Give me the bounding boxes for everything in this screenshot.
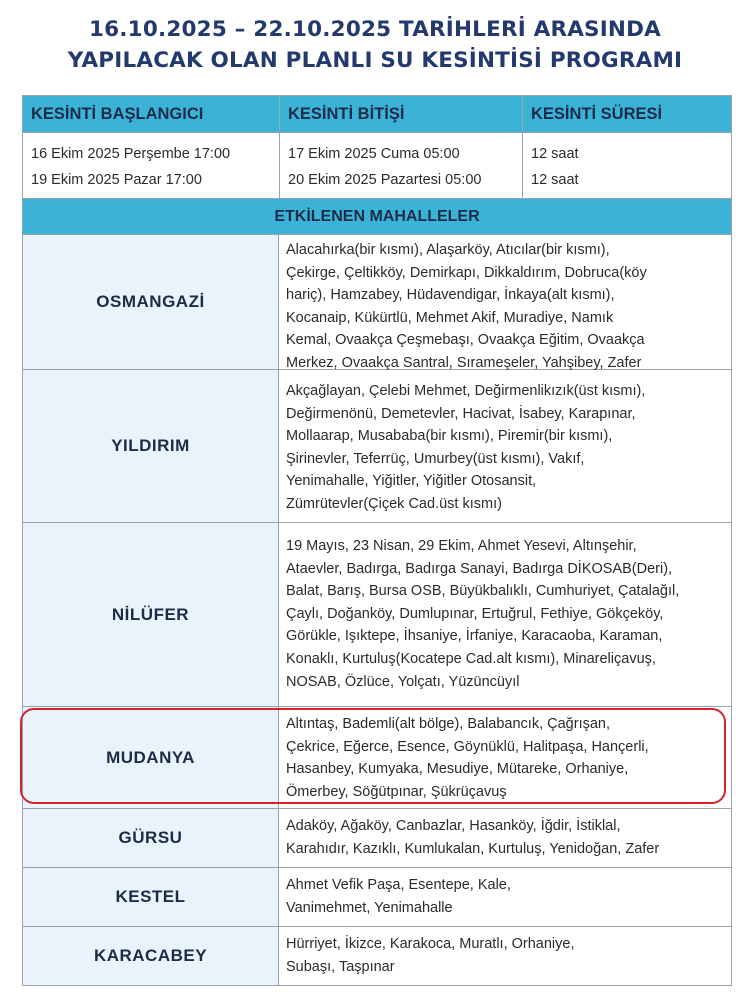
neighborhood-list — [279, 927, 731, 985]
header-start: KESİNTİ BAŞLANGICI — [23, 96, 280, 132]
neighborhood-line: Konaklı, Kurtuluş(Kocatepe Cad.alt kısmı), Minareliçavuş, — [286, 650, 656, 667]
neighborhood-line: Değirmenönü, Demetevler, Hacivat, İsabey, Karapınar, — [286, 405, 636, 422]
neighborhood-line: Hürriyet, İkizce, Karakoca, Muratlı, Orhaniye, — [286, 936, 575, 952]
title-line-2: YAPILACAK OLAN PLANLI SU KESİNTİSİ PROGRAMI — [67, 48, 683, 73]
header-end: KESİNTİ BİTİŞİ — [280, 96, 523, 132]
end-date: 20 Ekim 2025 Pazartesi 05:00 — [288, 172, 482, 188]
schedule-dates-row — [22, 133, 732, 199]
neighborhood-line: hariç), Hamzabey, Hüdavendigar, İnkaya(alt kısmı), — [286, 287, 615, 304]
start-date: 16 Ekim 2025 Perşembe 17:00 — [31, 146, 231, 162]
neighborhood-line: Mollaarap, Musababa(bir kısmı), Piremir(bir kısmı), — [286, 428, 613, 445]
neighborhood-line: Hasanbey, Kumyaka, Mesudiye, Mütareke, Orhaniye, — [286, 761, 629, 778]
neighborhood-list — [279, 868, 731, 926]
neighborhood-list — [279, 523, 731, 706]
district-name: YILDIRIM — [23, 370, 279, 522]
outage-table — [22, 95, 732, 986]
neighborhood-line: Çekrice, Eğerce, Esence, Göynüklü, Halitpaşa, Hançerli, — [286, 738, 649, 755]
district-name: GÜRSU — [23, 809, 279, 867]
end-date: 17 Ekim 2025 Cuma 05:00 — [288, 146, 460, 162]
district-row-yildirim — [22, 370, 732, 523]
neighborhood-line: Alacahırka(bir kısmı), Alaşarköy, Atıcılar(bir kısmı), — [286, 242, 610, 258]
district-name: KARACABEY — [23, 927, 279, 985]
district-row-mudanya — [22, 707, 732, 809]
neighborhood-line: Vanimehmet, Yenimahalle — [286, 899, 453, 916]
neighborhood-list — [279, 707, 731, 808]
start-dates — [23, 133, 280, 198]
neighborhood-line: Ahmet Vefik Paşa, Esentepe, Kale, — [286, 877, 511, 893]
district-name: MUDANYA — [23, 707, 279, 808]
district-row-karacabey — [22, 927, 732, 986]
neighborhood-line: Subaşı, Taşpınar — [286, 958, 395, 975]
neighborhood-line: Ataevler, Badırga, Badırga Sanayi, Badırga DİKOSAB(Deri), — [286, 560, 673, 577]
neighborhood-line: Zümrütevler(Çiçek Cad.üst kısmı) — [286, 495, 502, 512]
schedule-header-row — [22, 95, 732, 133]
neighborhood-line: Çaylı, Doğanköy, Dumlupınar, Ertuğrul, Fethiye, Gökçeköy, — [286, 605, 664, 622]
neighborhood-line: Kemal, Ovaakça Çeşmebaşı, Ovaakça Eğitim, Ovaakça — [286, 332, 645, 349]
duration-value: 12 saat — [531, 146, 579, 162]
neighborhood-line: Yenimahalle, Yiğitler, Yiğitler Otosansit, — [286, 473, 537, 490]
title-line-1: 16.10.2025 – 22.10.2025 TARİHLERİ ARASINDA — [88, 17, 662, 42]
neighborhood-line: Kocanaip, Kükürtlü, Mehmet Akif, Muradiye, Namık — [286, 309, 614, 326]
start-date: 19 Ekim 2025 Pazar 17:00 — [31, 172, 202, 188]
neighborhood-line: Çekirge, Çeltikköy, Demirkapı, Dikkaldırım, Dobruca(köy — [286, 264, 647, 281]
neighborhood-line: Görükle, Işıktepe, İhsaniye, İrfaniye, Karacaoba, Karaman, — [286, 628, 663, 645]
neighborhood-line: Akçağlayan, Çelebi Mehmet, Değirmenlikızık(üst kısmı), — [286, 383, 646, 399]
end-dates — [280, 133, 523, 198]
neighborhood-list — [279, 809, 731, 867]
neighborhood-line: NOSAB, Özlüce, Yolçatı, Yüzüncüyıl — [286, 673, 520, 690]
neighborhood-line: 19 Mayıs, 23 Nisan, 29 Ekim, Ahmet Yesevi, Altınşehir, — [286, 538, 637, 554]
page-title — [0, 14, 750, 76]
district-row-gursu — [22, 809, 732, 868]
neighborhood-line: Şirinevler, Teferrüç, Umurbey(üst kısmı), Vakıf, — [286, 450, 585, 467]
neighborhood-list — [279, 235, 731, 369]
district-name: NİLÜFER — [23, 523, 279, 706]
neighborhood-line: Adaköy, Ağaköy, Canbazlar, Hasanköy, İğdir, İstiklal, — [286, 818, 621, 834]
district-row-osmangazi — [22, 235, 732, 370]
neighborhood-line: Merkez, Ovaakça Santral, Sırameşeler, Yahşibey, Zafer — [286, 354, 642, 371]
affected-neighborhoods-header: ETKİLENEN MAHALLELER — [22, 199, 732, 235]
neighborhood-line: Balat, Barış, Bursa OSB, Büyükbalıklı, Cumhuriyet, Çatalağıl, — [286, 583, 680, 600]
district-row-nilufer — [22, 523, 732, 707]
neighborhood-list — [279, 370, 731, 522]
neighborhood-line: Karahıdır, Kazıklı, Kumlukalan, Kurtuluş, Yenidoğan, Zafer — [286, 840, 660, 857]
district-name: KESTEL — [23, 868, 279, 926]
duration-value: 12 saat — [531, 172, 579, 188]
district-name: OSMANGAZİ — [23, 235, 279, 369]
district-row-kestel — [22, 868, 732, 927]
neighborhood-line: Ömerbey, Söğütpınar, Şükrüçavuş — [286, 783, 507, 800]
durations — [523, 133, 731, 198]
neighborhood-line: Altıntaş, Bademli(alt bölge), Balabancık, Çağrışan, — [286, 716, 610, 732]
header-duration: KESİNTİ SÜRESİ — [531, 104, 663, 123]
